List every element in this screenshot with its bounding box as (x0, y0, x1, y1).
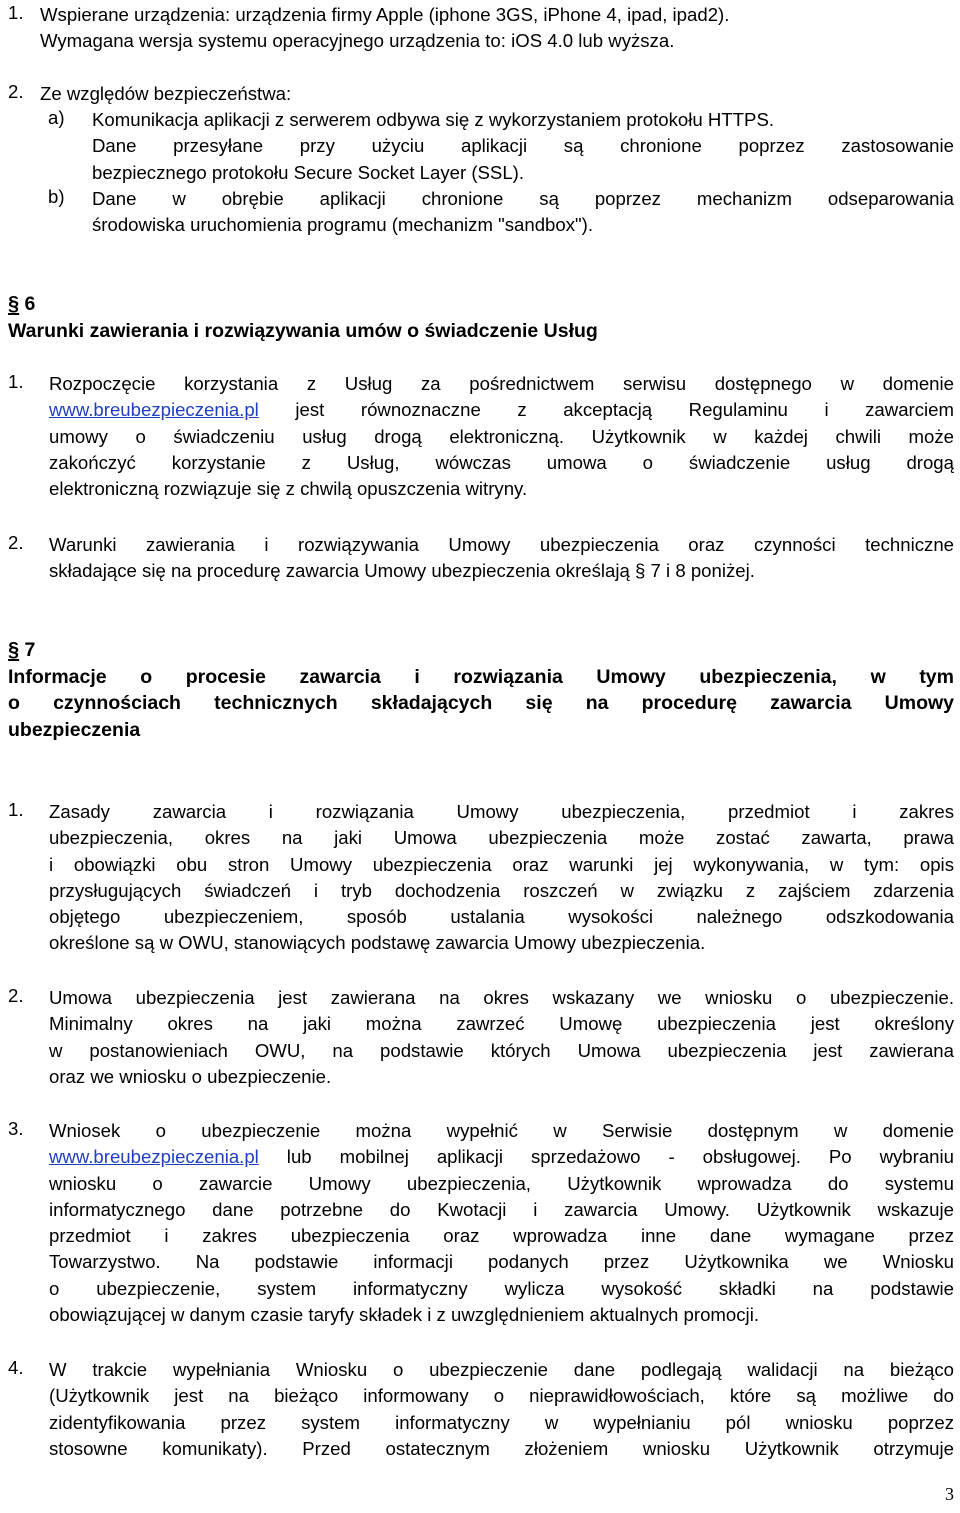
section-title (8, 664, 954, 743)
text-line: (Użytkownik jest na bieżąco informowany o nieprawidłowościach, które są możliwe do (49, 1385, 954, 1407)
title-line: Informacje o procesie zawarcia i rozwiązania Umowy ubezpieczenia, w tym (8, 666, 954, 688)
text-line: przysługujących świadczeń i tryb dochodzenia roszczeń w związku z zajściem zdarzenia (49, 879, 954, 901)
title-line: o czynnościach technicznych składających się na procedurę zawarcia Umowy (8, 692, 954, 715)
list-item (49, 371, 954, 502)
sublist-label: a) (48, 107, 65, 128)
text-line: w postanowieniach OWU, na podstawie których Umowa ubezpieczenia jest zawierana (49, 1039, 954, 1061)
text-line: Dane przesyłane przy użyciu aplikacji są chronione poprzez zastosowanie (92, 135, 954, 157)
text-fragment: lub mobilnej aplikacji sprzedażowo - obsługowej. Po wybraniu (258, 1146, 954, 1168)
domain-link[interactable]: www.breubezpieczenia.pl (49, 1146, 259, 1168)
text-line: Ze względów bezpieczeństwa: (40, 83, 292, 104)
text-line: bezpiecznego protokołu Secure Socket Layer (SSL). (92, 161, 525, 183)
text-line: zidentyfikowania przez system informatyczny w wypełnianiu pól wniosku poprzez (49, 1411, 954, 1433)
text-line: ubezpieczenia, okres na jaki Umowa ubezpieczenia może zostać zawarta, prawa (49, 827, 954, 849)
text-line: o ubezpieczenie, system informatyczny wylicza wysokość składki na podstawie (49, 1277, 954, 1299)
list-number: 1. (8, 2, 24, 23)
domain-link[interactable]: www.breubezpieczenia.pl (49, 399, 259, 421)
text-line: umowy o świadczeniu usług drogą elektroniczną. Użytkownik w każdej chwili może (49, 425, 954, 447)
sublist-label: b) (48, 186, 65, 207)
text-line: składające się na procedurę zawarcia Umowy ubezpieczenia określają § 7 i 8 poniżej. (49, 560, 755, 582)
list-number: 1. (8, 799, 24, 820)
text-line: Komunikacja aplikacji z serwerem odbywa się z wykorzystaniem protokołu HTTPS. (92, 109, 775, 130)
text-line: Wspierane urządzenia: urządzenia firmy Apple (iphone 3GS, iPhone 4, ipad, ipad2). (40, 4, 730, 25)
section-number: 6 (24, 293, 36, 315)
paragraph-sign: § (8, 639, 20, 661)
text-line: Dane w obrębie aplikacji chronione są poprzez mechanizm odseparowania (92, 188, 954, 209)
list-number: 4. (8, 1357, 24, 1378)
text-line: Zasady zawarcia i rozwiązania Umowy ubezpieczenia, przedmiot i zakres (49, 801, 954, 822)
text-line: Towarzystwo. Na podstawie informacji podanych przez Użytkownika we Wniosku (49, 1251, 954, 1273)
sublist-item (92, 186, 954, 239)
text-line (49, 397, 954, 423)
text-line: Wniosek o ubezpieczenie można wypełnić w Serwisie dostępnym w domenie (49, 1120, 954, 1141)
section-number: 7 (24, 639, 36, 661)
text-line: określone są w OWU, stanowiących podstawę zawarcia Umowy ubezpieczenia. (49, 932, 706, 954)
text-line: Rozpoczęcie korzystania z Usług za pośrednictwem serwisu dostępnego w domenie (49, 373, 954, 394)
list-number: 2. (8, 81, 24, 102)
text-line: Umowa ubezpieczenia jest zawierana na okres wskazany we wniosku o ubezpieczenie. (49, 987, 954, 1008)
paragraph-sign: § (8, 293, 20, 315)
list-item (40, 2, 952, 55)
text-line: oraz we wniosku o ubezpieczenie. (49, 1065, 332, 1087)
text-line: informatycznego dane potrzebne do Kwotacji i zawarcia Umowy. Użytkownik wskazuje (49, 1198, 954, 1220)
text-line: zakończyć korzystanie z Usług, wówczas umowa o świadczenie usług drogą (49, 451, 954, 473)
text-line: przedmiot i zakres ubezpieczenia oraz wprowadza inne dane wymagane przez (49, 1225, 954, 1247)
title-line: ubezpieczenia (8, 718, 141, 741)
text-line: obowiązującej w danym czasie taryfy składek i z uwzględnieniem aktualnych promocji. (49, 1304, 759, 1326)
list-item (49, 985, 954, 1090)
text-line: stosowne komunikaty). Przed ostatecznym złożeniem wniosku Użytkownik otrzymuje (49, 1437, 954, 1459)
list-item (49, 1357, 954, 1462)
sublist-item (92, 107, 954, 186)
text-line: wniosku o zawarcie Umowy ubezpieczenia, Użytkownik wprowadza do systemu (49, 1172, 954, 1194)
text-line: W trakcie wypełniania Wniosku o ubezpieczenie dane podlegają walidacji na bieżąco (49, 1359, 954, 1380)
list-number: 3. (8, 1118, 24, 1139)
list-item (49, 799, 954, 957)
text-line: elektroniczną rozwiązuje się z chwilą opuszczenia witryny. (49, 478, 528, 500)
text-line: Minimalny okres na jaki można zawrzeć Umowę ubezpieczenia jest określony (49, 1013, 954, 1035)
list-number: 1. (8, 371, 24, 392)
list-number: 2. (8, 985, 24, 1006)
list-item (49, 532, 954, 585)
text-line: środowiska uruchomienia programu (mechanizm "sandbox"). (92, 214, 593, 236)
text-line: i obowiązki obu stron Umowy ubezpieczenia oraz warunki jej wykonywania, w tym: opis (49, 853, 954, 875)
text-line (49, 1144, 954, 1170)
text-line: Wymagana wersja systemu operacyjnego urządzenia to: iOS 4.0 lub wyższa. (40, 30, 675, 52)
section-heading-number (8, 291, 35, 317)
list-item (49, 1118, 954, 1328)
list-item (40, 81, 952, 107)
section-heading-number (8, 637, 35, 663)
text-fragment: jest równoznaczne z akceptacją Regulaminu i zawarciem (258, 399, 954, 421)
section-title: Warunki zawierania i rozwiązywania umów o świadczenie Usług (8, 320, 598, 342)
page-number: 3 (945, 1484, 954, 1504)
text-line: Warunki zawierania i rozwiązywania Umowy ubezpieczenia oraz czynności techniczne (49, 534, 954, 555)
list-number: 2. (8, 532, 24, 553)
text-line: objętego ubezpieczeniem, sposób ustalania wysokości należnego odszkodowania (49, 906, 954, 928)
